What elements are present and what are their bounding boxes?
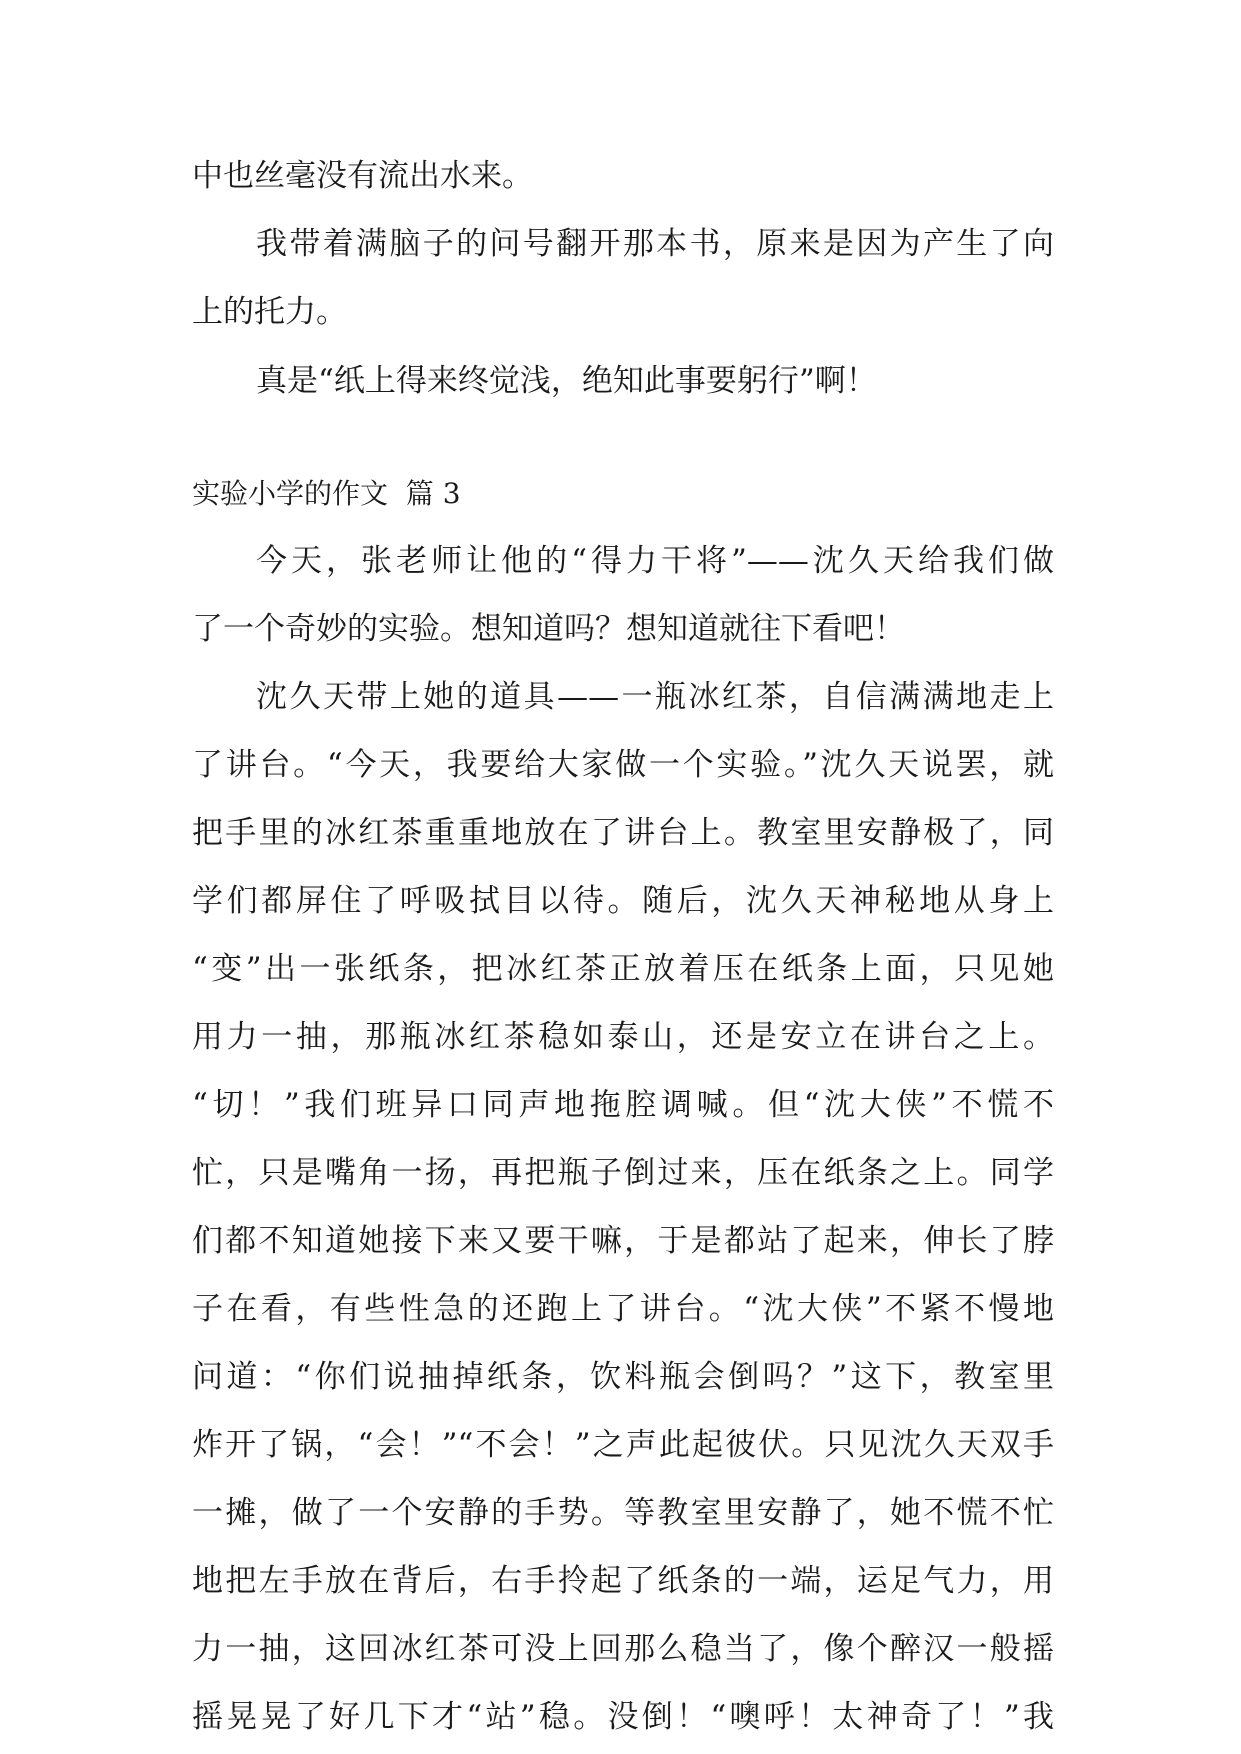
text-line: 真是“纸上得来终觉浅，绝知此事要躬行”啊！: [256, 363, 877, 399]
document-body: [192, 158, 1054, 1736]
text-line: “变”出一张纸条，把冰红茶正放着压在纸条上面，只见她: [192, 951, 1054, 987]
text-line: 炸开了锅，“会！”“不会！”之声此起彼伏。只见沈久天双手: [192, 1427, 1054, 1463]
text-line: 我带着满脑子的问号翻开那本书，原来是因为产生了向: [256, 226, 1054, 262]
text-line: 地把左手放在背后，右手拎起了纸条的一端，运足气力，用: [192, 1563, 1054, 1599]
text-line: 问道：“你们说抽掉纸条，饮料瓶会倒吗？”这下，教室里: [192, 1359, 1054, 1395]
text-line: 上的托力。: [192, 294, 347, 330]
text-line: 忙，只是嘴角一扬，再把瓶子倒过来，压在纸条之上。同学: [192, 1155, 1054, 1191]
text-line: 了讲台。“今天，我要给大家做一个实验。”沈久天说罢，就: [192, 747, 1054, 783]
text-line: “切！”我们班异口同声地拖腔调喊。但“沈大侠”不慌不: [192, 1087, 1054, 1123]
text-line: 今天，张老师让他的“得力干将”——沈久天给我们做: [256, 543, 1054, 579]
text-line: 摇晃晃了好几下才“站”稳。没倒！“噢呼！太神奇了！”我: [192, 1699, 1054, 1735]
text-line: 把手里的冰红茶重重地放在了讲台上。教室里安静极了，同: [192, 815, 1054, 851]
text-line: 们都不知道她接下来又要干嘛，于是都站了起来，伸长了脖: [192, 1223, 1054, 1259]
text-line: 了一个奇妙的实验。想知道吗？想知道就往下看吧！: [192, 611, 905, 647]
text-line: 学们都屏住了呼吸拭目以待。随后，沈久天神秘地从身上: [192, 883, 1054, 919]
text-line: 中也丝毫没有流出水来。: [192, 158, 533, 194]
text-line: 用力一抽，那瓶冰红茶稳如泰山，还是安立在讲台之上。: [192, 1019, 1054, 1055]
text-line: 沈久天带上她的道具——一瓶冰红茶，自信满满地走上: [256, 679, 1054, 715]
section-title: 实验小学的作文 篇 3: [192, 477, 461, 510]
text-line: 子在看，有些性急的还跑上了讲台。“沈大侠”不紧不慢地: [192, 1291, 1054, 1327]
text-line: 一摊，做了一个安静的手势。等教室里安静了，她不慌不忙: [192, 1495, 1054, 1531]
text-line: 力一抽，这回冰红茶可没上回那么稳当了，像个醉汉一般摇: [192, 1631, 1054, 1667]
